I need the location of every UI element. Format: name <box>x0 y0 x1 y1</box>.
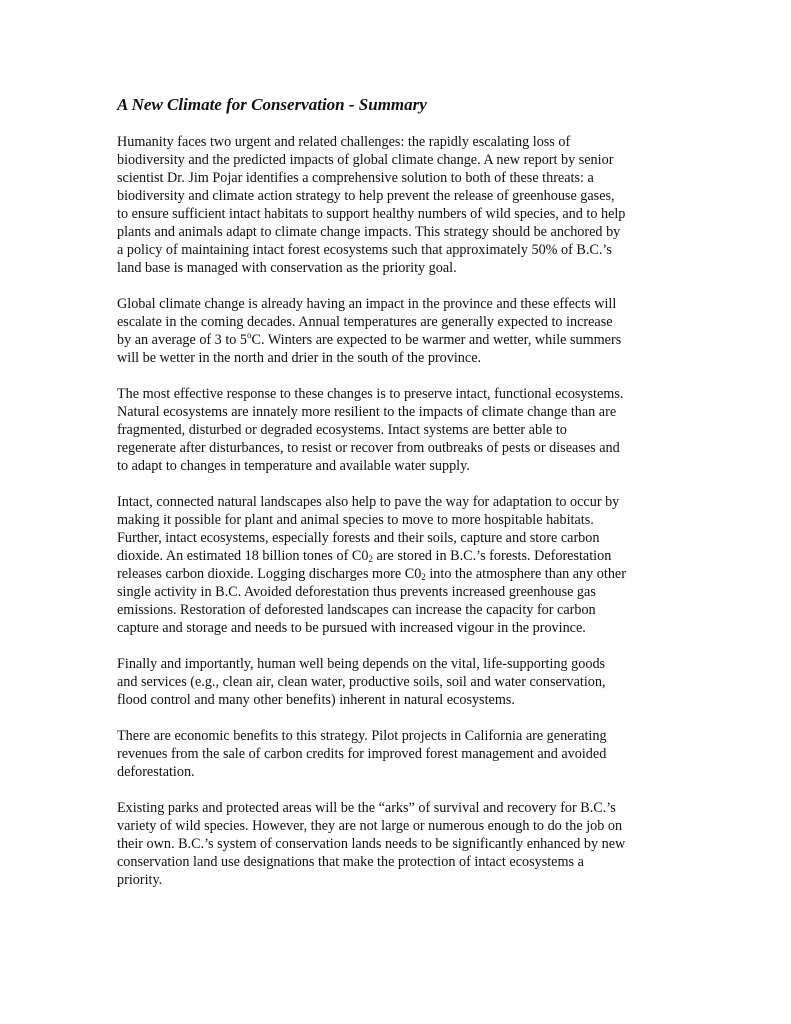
document-title: A New Climate for Conservation - Summary <box>117 95 427 114</box>
paragraph-text: Intact, connected natural landscapes also help to pave the way for adaptation to occur by making it possible for plant and animal species to move to more hospitable habitats. Further, intact ecosystems, especially forests and their soils, capture and store carbon dioxide. An estimated 18 billion tones of C0 <box>117 494 620 564</box>
paragraph-economic-benefits: There are economic benefits to this strategy. Pilot projects in California are generating revenues from the sale of carbon credits for improved forest management and avoided deforestation. <box>117 728 607 780</box>
paragraph-text: Global climate change is already having an impact in the province and these effects will escalate in the coming decades. Annual temperatures are generally expected to increase by an average of 3 to 5 <box>117 296 617 348</box>
co2-subscript: 2 <box>368 554 373 564</box>
paragraph-text: C. Winters are expected to be warmer and wetter, while summers will be wetter in the north and drier in the south of the province. <box>117 332 622 366</box>
co2-subscript: 2 <box>421 572 426 582</box>
paragraph-well-being: Finally and importantly, human well being depends on the vital, life-supporting goods and services (e.g., clean air, clean water, productive soils, soil and water conservation, flood control and many other benefits) inherent in natural ecosystems. <box>117 656 606 708</box>
paragraph-climate-change <box>117 295 677 367</box>
paragraph-effective-response: The most effective response to these changes is to preserve intact, functional ecosystems. Natural ecosystems are innately more resilient to the impacts of climate change than are fragmented, disturbed or degraded ecosystems. Intact systems are better able to regenerate after disturbances, to resist or recover from outbreaks of pests or diseases and to adapt to changes in temperature and available water supply. <box>117 386 624 474</box>
degree-superscript: o <box>247 330 252 340</box>
paragraph-challenges: Humanity faces two urgent and related challenges: the rapidly escalating loss of biodiversity and the predicted impacts of global climate change. A new report by senior scientist Dr. Jim Pojar identifies a comprehensive solution to both of these threats: a biodiversity and climate action strategy to help prevent the release of greenhouse gases, to ensure sufficient intact habitats to support healthy numbers of wild species, and to help plants and animals adapt to climate change impacts. This strategy should be anchored by a policy of maintaining intact forest ecosystems such that approximately 50% of B.C.’s land base is managed with conservation as the priority goal. <box>117 134 626 276</box>
paragraph-connected-landscapes <box>117 493 677 637</box>
document-body <box>117 95 677 907</box>
paragraph-protected-areas: Existing parks and protected areas will be the “arks” of survival and recovery for B.C.’s variety of wild species. However, they are not large or numerous enough to do the job on their own. B.C.’s system of conservation lands needs to be significantly enhanced by new conservation land use designations that make the protection of intact ecosystems a priority. <box>117 800 626 888</box>
paragraph-text: into the atmosphere than any other single activity in B.C. Avoided deforestation thus prevents increased greenhouse gas emissions. Restoration of deforested landscapes can increase the capacity for carbon capture and storage and needs to be pursued with increased vigour in the province. <box>117 566 626 636</box>
paragraph-text: are stored in B.C.’s forests. Deforestation releases carbon dioxide. Logging discharges more C0 <box>117 548 612 582</box>
